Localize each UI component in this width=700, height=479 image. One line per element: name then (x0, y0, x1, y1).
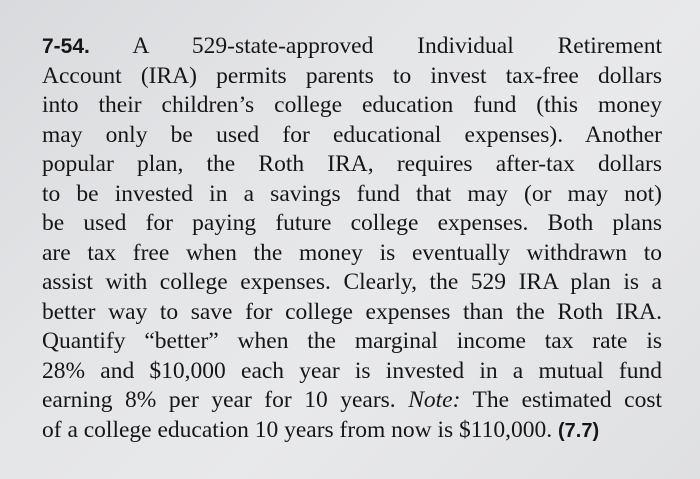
problem-line-13-text: earning 8% per year for 10 years. (42, 387, 396, 413)
note-label: Note: (408, 387, 461, 413)
problem-line-6: to be invested in a savings fund that may (or may not) (42, 180, 662, 207)
problem-line-11: Quantify “better” when the marginal income tax rate is (42, 328, 662, 354)
problem-line-7: be used for paying future college expenses. Both plans (42, 210, 662, 236)
problem-line-14 (42, 416, 662, 447)
problem-line-1-text: A 529-state-approved Individual Retirement (132, 33, 662, 59)
section-reference: (7.7) (558, 419, 600, 442)
problem-line-13 (42, 386, 662, 416)
problem-line-8: are tax free when the money is eventually withdrawn to (42, 239, 662, 266)
problem-line-5: popular plan, the Roth IRA, requires after-tax dollars (42, 151, 662, 177)
problem-line-12: 28% and $10,000 each year is invested in a mutual fund (42, 357, 662, 384)
problem-line-3: into their children’s college education fund (this money (42, 92, 662, 118)
problem-line-14-text: of a college education 10 years from now is $110,000. (42, 416, 553, 443)
problem-line-9: assist with college expenses. Clearly, the 529 IRA plan is a (42, 269, 662, 295)
problem-text (42, 32, 662, 446)
problem-line-4: may only be used for educational expenses). Another (42, 121, 662, 148)
problem-line-10: better way to save for college expenses than the Roth IRA. (42, 298, 662, 325)
problem-line-13-note-text: The estimated cost (472, 387, 662, 413)
problem-line-2: Account (IRA) permits parents to invest tax-free dollars (42, 62, 662, 89)
problem-line-1 (42, 32, 662, 62)
problem-number: 7-54. (42, 35, 90, 58)
